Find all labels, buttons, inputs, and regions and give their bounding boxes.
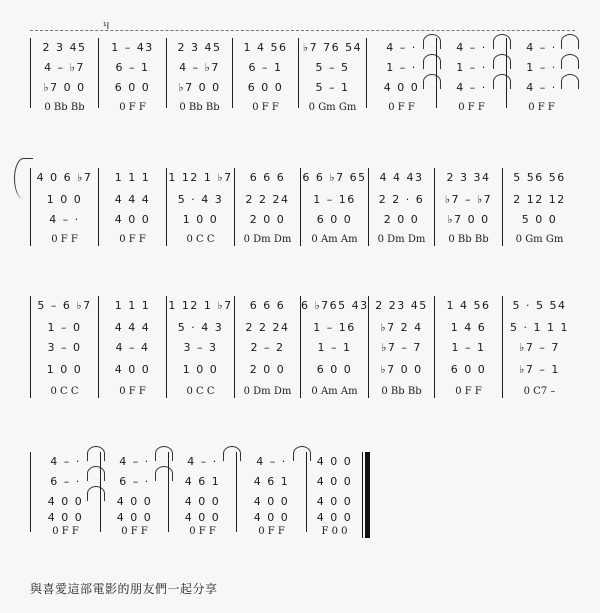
chord-row: 0 F F (455, 386, 482, 397)
note-row-1: 1 12 1 ♭7 (168, 171, 233, 184)
chord-row: 0 Bb Bb (44, 102, 85, 113)
note-row-3: 4 0 0 (316, 495, 353, 508)
note-row-2: 5 · 4 3 (177, 321, 224, 334)
chord-row: 0 Bb Bb (381, 386, 422, 397)
note-row-2: 4 4 4 (114, 321, 151, 334)
note-row-3: 5 0 0 (521, 213, 558, 226)
note-row-4: 2 0 0 (249, 363, 286, 376)
note-row-4: 1 0 0 (182, 363, 219, 376)
note-row-4: 6 0 0 (450, 363, 487, 376)
note-row-2: 1 – 16 (313, 193, 356, 206)
chord-row: 0 F F (119, 102, 146, 113)
chord-row: 0 F F (189, 526, 216, 537)
note-row-1: 5 56 56 (513, 171, 566, 184)
chord-row: 0 C C (186, 234, 215, 245)
note-row-1: 4 – · (119, 455, 150, 468)
caption: 與喜愛這部電影的朋友們一起分享 (30, 582, 218, 596)
note-row-3: 4 0 0 (116, 495, 153, 508)
note-row-2: 5 · 1 1 1 (510, 321, 569, 334)
note-row-3: 4 – · (526, 81, 557, 94)
note-row-2: 5 – 5 (315, 61, 350, 74)
note-row-2: 1 4 6 (450, 321, 487, 334)
note-row-1: 4 0 0 (316, 455, 353, 468)
chord-row: 0 F F (458, 102, 485, 113)
note-row-3: 3 – 0 (47, 341, 82, 354)
note-row-3: 6 0 0 (114, 81, 151, 94)
note-row-4: 4 0 0 (253, 511, 290, 524)
note-row-2: 4 6 1 (184, 475, 221, 488)
note-row-2: 1 – · (526, 61, 557, 74)
chord-row: 0 F F (258, 526, 285, 537)
note-row-1: 2 3 45 (42, 41, 87, 54)
note-row-3: ♭7 0 0 (447, 213, 490, 226)
measure (30, 452, 100, 537)
measure (368, 296, 434, 398)
note-row-2: 2 2 24 (245, 321, 290, 334)
note-row-4: 6 0 0 (316, 363, 353, 376)
chord-row: 0 Gm Gm (515, 234, 564, 245)
measure (434, 168, 502, 246)
final-barline-thin (362, 452, 363, 538)
chord-row: 0 F F (528, 102, 555, 113)
note-row-3: 1 0 0 (182, 213, 219, 226)
measure (166, 168, 234, 246)
measure (306, 452, 362, 537)
measure (98, 168, 166, 246)
chord-row: 0 F F (252, 102, 279, 113)
note-row-2: 1 – · (456, 61, 487, 74)
note-row-1: 1 – 43 (111, 41, 154, 54)
note-row-3: ♭7 – 7 (381, 341, 422, 354)
note-row-4: 1 0 0 (46, 363, 83, 376)
note-row-3: 4 0 0 (383, 81, 420, 94)
note-row-3: 6 0 0 (316, 213, 353, 226)
note-row-3: 2 0 0 (249, 213, 286, 226)
note-row-3: 4 0 0 (253, 495, 290, 508)
note-row-2: 2 12 12 (513, 193, 566, 206)
chord-row: 0 F F (388, 102, 415, 113)
measure (30, 38, 98, 113)
chord-row: 0 Am Am (311, 386, 358, 397)
note-row-1: 6 ♭765 43 (301, 299, 369, 312)
note-row-4: 4 0 0 (316, 511, 353, 524)
note-row-1: 1 4 56 (446, 299, 491, 312)
measure (166, 296, 234, 398)
note-row-3: 4 0 0 (184, 495, 221, 508)
chord-row: 0 Dm Dm (243, 386, 292, 397)
note-row-3: ♭7 0 0 (43, 81, 86, 94)
note-row-2: 1 0 0 (46, 193, 83, 206)
measure (366, 38, 436, 113)
note-row-2: 1 – · (386, 61, 417, 74)
note-row-3: 6 0 0 (247, 81, 284, 94)
measure (166, 38, 232, 113)
note-row-3: 3 – 3 (183, 341, 218, 354)
measure (300, 296, 368, 398)
note-row-2: 4 4 4 (114, 193, 151, 206)
note-row-2: 2 2 24 (245, 193, 290, 206)
chord-row: 0 F F (51, 234, 78, 245)
chord-row: 0 C C (50, 386, 79, 397)
measure (234, 168, 300, 246)
note-row-1: 2 23 45 (375, 299, 428, 312)
note-row-4: 4 0 0 (47, 511, 84, 524)
measure (436, 38, 506, 113)
note-row-4: 4 0 0 (114, 363, 151, 376)
note-row-3: 4 0 0 (114, 213, 151, 226)
measure (502, 296, 576, 398)
measure (300, 168, 368, 246)
tie-arc (561, 34, 579, 49)
chord-row: 0 C C (186, 386, 215, 397)
measure (434, 296, 502, 398)
note-row-2: 4 – ♭7 (44, 61, 85, 74)
note-row-1: 1 1 1 (114, 171, 151, 184)
measure (234, 296, 300, 398)
note-row-1: 6 6 6 (249, 299, 286, 312)
note-row-2: 4 – ♭7 (179, 61, 220, 74)
final-barline-thick (365, 452, 370, 538)
note-row-1: 4 4 43 (379, 171, 424, 184)
note-row-1: 1 12 1 ♭7 (168, 299, 233, 312)
system-3 (0, 296, 600, 406)
tie-arc (561, 54, 579, 69)
note-row-4: 4 0 0 (184, 511, 221, 524)
note-row-1: 4 – · (386, 41, 417, 54)
note-row-2: 1 – 0 (47, 321, 82, 334)
measure (168, 452, 236, 537)
note-row-3: 5 – 1 (315, 81, 350, 94)
note-row-1: 4 – · (256, 455, 287, 468)
measure (100, 452, 168, 537)
measure (506, 38, 576, 113)
measure (298, 38, 366, 113)
note-row-1: 6 6 ♭7 65 (302, 171, 367, 184)
note-row-2: 6 – 1 (115, 61, 150, 74)
note-row-2: ♭7 2 4 (380, 321, 423, 334)
note-row-2: ♭7 – ♭7 (444, 193, 493, 206)
note-row-1: 5 – 6 ♭7 (37, 299, 92, 312)
note-row-1: 1 1 1 (114, 299, 151, 312)
note-row-1: 4 0 6 ♭7 (36, 171, 93, 184)
note-row-3: 4 – · (49, 213, 80, 226)
system-2 (0, 168, 600, 253)
chord-row: 0 Am Am (311, 234, 358, 245)
tie-arc (561, 74, 579, 89)
note-row-3: 4 0 0 (47, 495, 84, 508)
note-row-1: 6 6 6 (249, 171, 286, 184)
note-row-3: 1 – 1 (451, 341, 486, 354)
note-row-2: 2 2 · 6 (378, 193, 425, 206)
chord-row: 0 Gm Gm (308, 102, 357, 113)
note-row-1: ♭7 76 54 (302, 41, 363, 54)
note-row-1: 4 – · (526, 41, 557, 54)
note-row-3: ♭7 0 0 (178, 81, 221, 94)
note-row-1: 4 – · (187, 455, 218, 468)
note-row-1: 2 3 45 (177, 41, 222, 54)
chord-row: 0 F F (121, 526, 148, 537)
chord-row: 0 F F (52, 526, 79, 537)
chord-row: 0 Dm Dm (377, 234, 426, 245)
volta-label: ¹l (103, 22, 110, 32)
system-1 (0, 38, 600, 123)
chord-row: 0 F F (119, 386, 146, 397)
note-row-2: 4 0 0 (316, 475, 353, 488)
note-row-1: 4 – · (456, 41, 487, 54)
note-row-2: 6 – · (50, 475, 81, 488)
note-row-1: 5 · 5 54 (512, 299, 567, 312)
note-row-2: 4 6 1 (253, 475, 290, 488)
measure (236, 452, 306, 537)
note-row-4: ♭7 0 0 (380, 363, 423, 376)
chord-row: 0 Bb Bb (179, 102, 220, 113)
note-row-2: 6 – 1 (248, 61, 283, 74)
measure (368, 168, 434, 246)
measure (30, 168, 98, 246)
note-row-1: 1 4 56 (243, 41, 288, 54)
chord-row: F 0 0 (321, 526, 348, 537)
measure (502, 168, 576, 246)
chord-row: 0 C7 – (523, 386, 556, 397)
note-row-2: 1 – 16 (313, 321, 356, 334)
note-row-3: 4 – 4 (115, 341, 150, 354)
chord-row: 0 Dm Dm (243, 234, 292, 245)
measure (98, 296, 166, 398)
measure (30, 296, 98, 398)
measure (98, 38, 166, 113)
note-row-1: 2 3 34 (446, 171, 491, 184)
chord-row: 0 Bb Bb (448, 234, 489, 245)
note-row-3: ♭7 – 7 (519, 341, 560, 354)
note-row-2: 6 – · (119, 475, 150, 488)
note-row-3: 4 – · (456, 81, 487, 94)
note-row-3: 1 – 1 (317, 341, 352, 354)
measure (232, 38, 298, 113)
note-row-4: ♭7 – 1 (519, 363, 560, 376)
note-row-2: 5 · 4 3 (177, 193, 224, 206)
note-row-3: 2 0 0 (383, 213, 420, 226)
note-row-3: 2 – 2 (250, 341, 285, 354)
note-row-4: 4 0 0 (116, 511, 153, 524)
note-row-1: 4 – · (50, 455, 81, 468)
system-4 (0, 452, 600, 542)
volta-dashed-line (30, 30, 575, 31)
chord-row: 0 F F (119, 234, 146, 245)
